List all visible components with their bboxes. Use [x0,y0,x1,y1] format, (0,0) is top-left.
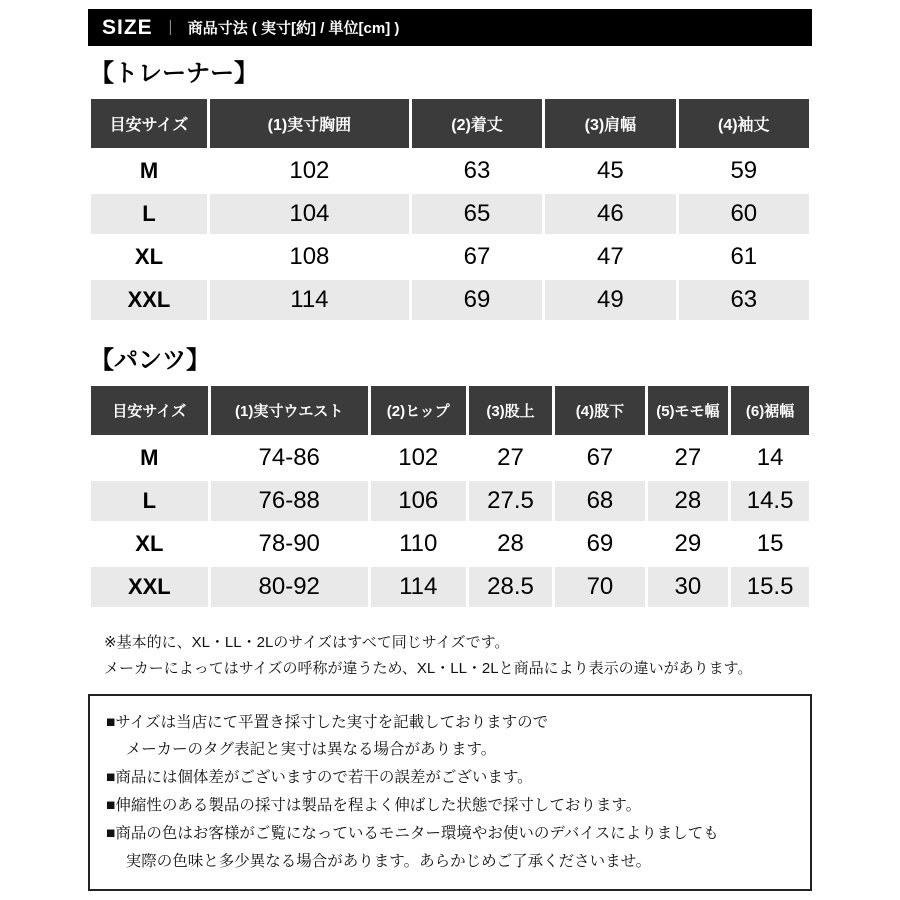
measurement-value: 63 [410,150,543,193]
size-row [90,437,811,480]
measurement-value: 106 [369,480,467,523]
measurement-value: 69 [410,279,543,322]
measurement-value: 110 [369,523,467,566]
note-line: ※基本的に、XL・LL・2Lのサイズはすべて同じサイズです。 [104,634,510,651]
table-header-row [90,98,811,150]
size-label: XXL [90,279,209,322]
measurement-value: 45 [544,150,677,193]
measurement-value: 15.5 [730,566,811,609]
measurement-value: 46 [544,193,677,236]
column-header: (6)裾幅 [730,385,811,437]
measurement-value: 28.5 [467,566,554,609]
measurement-value: 27 [646,437,730,480]
measurement-value: 59 [677,150,810,193]
column-header: (2)着丈 [410,98,543,150]
size-notes [88,630,812,682]
column-header: (4)股下 [554,385,646,437]
pants-size-table [88,383,812,610]
size-label: M [90,150,209,193]
column-header: (1)実寸胸囲 [208,98,410,150]
size-row [90,566,811,609]
column-header: (2)ヒップ [369,385,467,437]
size-row [90,236,811,279]
measurement-value: 102 [369,437,467,480]
size-header-bar [88,9,812,46]
measurement-value: 63 [677,279,810,322]
measurement-value: 67 [554,437,646,480]
size-row [90,193,811,236]
measurement-value: 27 [467,437,554,480]
measurement-value: 114 [208,279,410,322]
size-label: XL [90,523,210,566]
column-header: (1)実寸ウエスト [209,385,369,437]
measurement-value: 74-86 [209,437,369,480]
measurement-value: 14.5 [730,480,811,523]
note-line: メーカーによってはサイズの呼称が違うため、XL・LL・2Lと商品により表示の違いがあります。 [104,659,753,677]
measurement-value: 65 [410,193,543,236]
measurement-value: 80-92 [209,566,369,609]
measurement-value: 14 [730,437,811,480]
size-label: M [90,437,210,480]
size-label: XL [90,236,209,279]
trainer-size-table [88,96,812,323]
size-label: XXL [90,566,210,609]
measurement-value: 30 [646,566,730,609]
measurement-value: 114 [369,566,467,609]
measurement-value: 69 [554,523,646,566]
notice-line: ■商品の色はお客様がご覧になっているモニター環境やお使いのデバイスによりましても [106,825,719,843]
measurement-value: 67 [410,236,543,279]
notice-line: ■サイズは当店にて平置き採寸した実寸を記載しておりますので [106,713,549,731]
measurement-value: 49 [544,279,677,322]
header-subtitle: 商品寸法 ( 実寸[約] / 単位[cm] ) [187,20,400,37]
size-label: L [90,193,209,236]
measurement-value: 28 [467,523,554,566]
measurement-value: 108 [208,236,410,279]
measurement-value: 78-90 [209,523,369,566]
measurement-value: 28 [646,480,730,523]
size-label: L [90,480,210,523]
column-header: (4)袖丈 [677,98,810,150]
size-row [90,480,811,523]
column-header: (5)モモ幅 [646,385,730,437]
measurement-value: 29 [646,523,730,566]
notice-line: メーカーのタグ表記と実寸は異なる場合があります。 [106,741,497,759]
size-row [90,523,811,566]
notice-line: 実際の色味と多少異なる場合があります。あらかじめご了承くださいませ。 [106,853,652,871]
notice-line: ■伸縮性のある製品の採寸は製品を程よく伸ばした状態で採寸しております。 [106,797,642,815]
header-divider: ｜ [162,20,178,37]
column-header: (3)肩幅 [544,98,677,150]
notice-line: ■商品には個体差がございますので若干の誤差がございます。 [106,769,533,787]
size-title: SIZE [102,15,153,39]
column-header: 目安サイズ [90,98,209,150]
size-row [90,279,811,322]
notice-box [88,694,812,891]
size-row [90,150,811,193]
section-title-pants: 【パンツ】 [90,347,210,374]
measurement-value: 47 [544,236,677,279]
measurement-value: 102 [208,150,410,193]
column-header: (3)股上 [467,385,554,437]
measurement-value: 60 [677,193,810,236]
table-header-row [90,385,811,437]
measurement-value: 27.5 [467,480,554,523]
measurement-value: 70 [554,566,646,609]
measurement-value: 68 [554,480,646,523]
measurement-value: 76-88 [209,480,369,523]
column-header: 目安サイズ [90,385,210,437]
section-title-trainer: 【トレーナー】 [90,60,258,87]
size-chart-page [88,0,812,891]
measurement-value: 61 [677,236,810,279]
measurement-value: 15 [730,523,811,566]
measurement-value: 104 [208,193,410,236]
